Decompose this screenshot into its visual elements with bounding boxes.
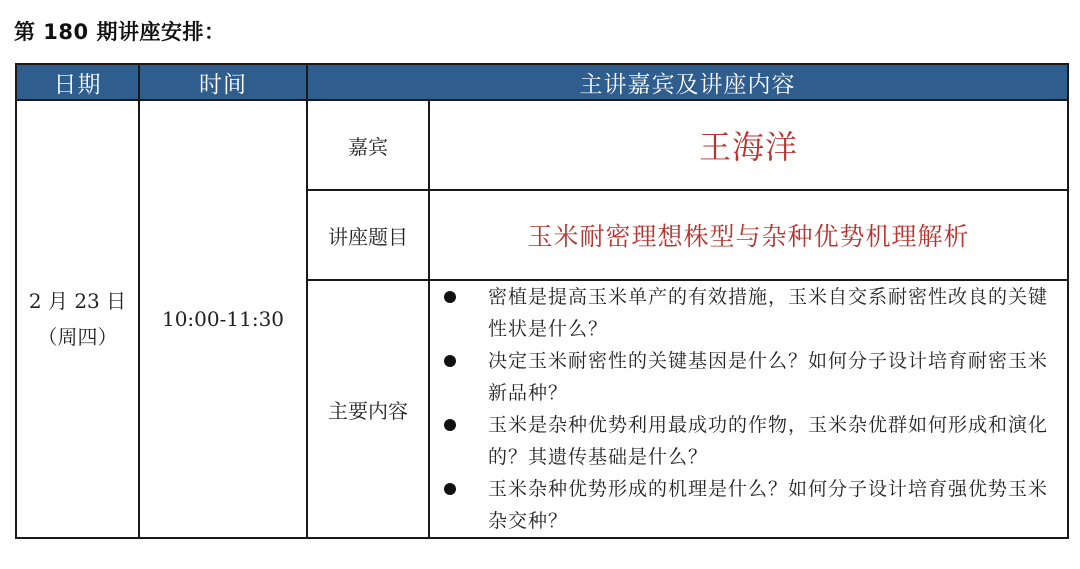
lecture-topic: 玉米耐密理想株型与杂种优势机理解析 bbox=[429, 190, 1068, 280]
bullet-icon bbox=[444, 291, 456, 303]
time-value: 10:00-11:30 bbox=[139, 100, 307, 538]
topic-label: 讲座题目 bbox=[307, 190, 429, 280]
point-text: 玉米是杂种优势利用最成功的作物，玉米杂优群如何形成和演化的？其遗传基础是什么？ bbox=[488, 414, 1049, 468]
header-guest-content: 主讲嘉宾及讲座内容 bbox=[307, 64, 1068, 100]
content-label: 主要内容 bbox=[307, 280, 429, 538]
lecture-schedule-table bbox=[15, 63, 1069, 539]
weekday-value: （周四） bbox=[37, 325, 118, 349]
bullet-icon bbox=[444, 355, 456, 367]
guest-name: 王海洋 bbox=[429, 100, 1068, 190]
header-time: 时间 bbox=[139, 64, 307, 100]
content-points-list bbox=[430, 281, 1067, 537]
guest-label: 嘉宾 bbox=[307, 100, 429, 190]
page-title: 第 180 期讲座安排： bbox=[14, 20, 226, 44]
date-cell bbox=[16, 100, 139, 538]
table-row-guest bbox=[16, 100, 1068, 190]
list-item bbox=[430, 345, 1067, 409]
list-item bbox=[430, 281, 1067, 345]
list-item bbox=[430, 473, 1067, 537]
content-cell bbox=[429, 280, 1068, 538]
bullet-icon bbox=[444, 483, 456, 495]
point-text: 决定玉米耐密性的关键基因是什么？如何分子设计培育耐密玉米新品种？ bbox=[488, 350, 1049, 404]
list-item bbox=[430, 409, 1067, 473]
point-text: 玉米杂种优势形成的机理是什么？如何分子设计培育强优势玉米杂交种？ bbox=[488, 478, 1049, 532]
point-text: 密植是提高玉米单产的有效措施，玉米自交系耐密性改良的关键性状是什么？ bbox=[488, 286, 1049, 340]
bullet-icon bbox=[444, 419, 456, 431]
header-date: 日期 bbox=[16, 64, 139, 100]
date-value: 2 月 23 日 bbox=[28, 289, 127, 313]
table-header-row bbox=[16, 64, 1068, 100]
